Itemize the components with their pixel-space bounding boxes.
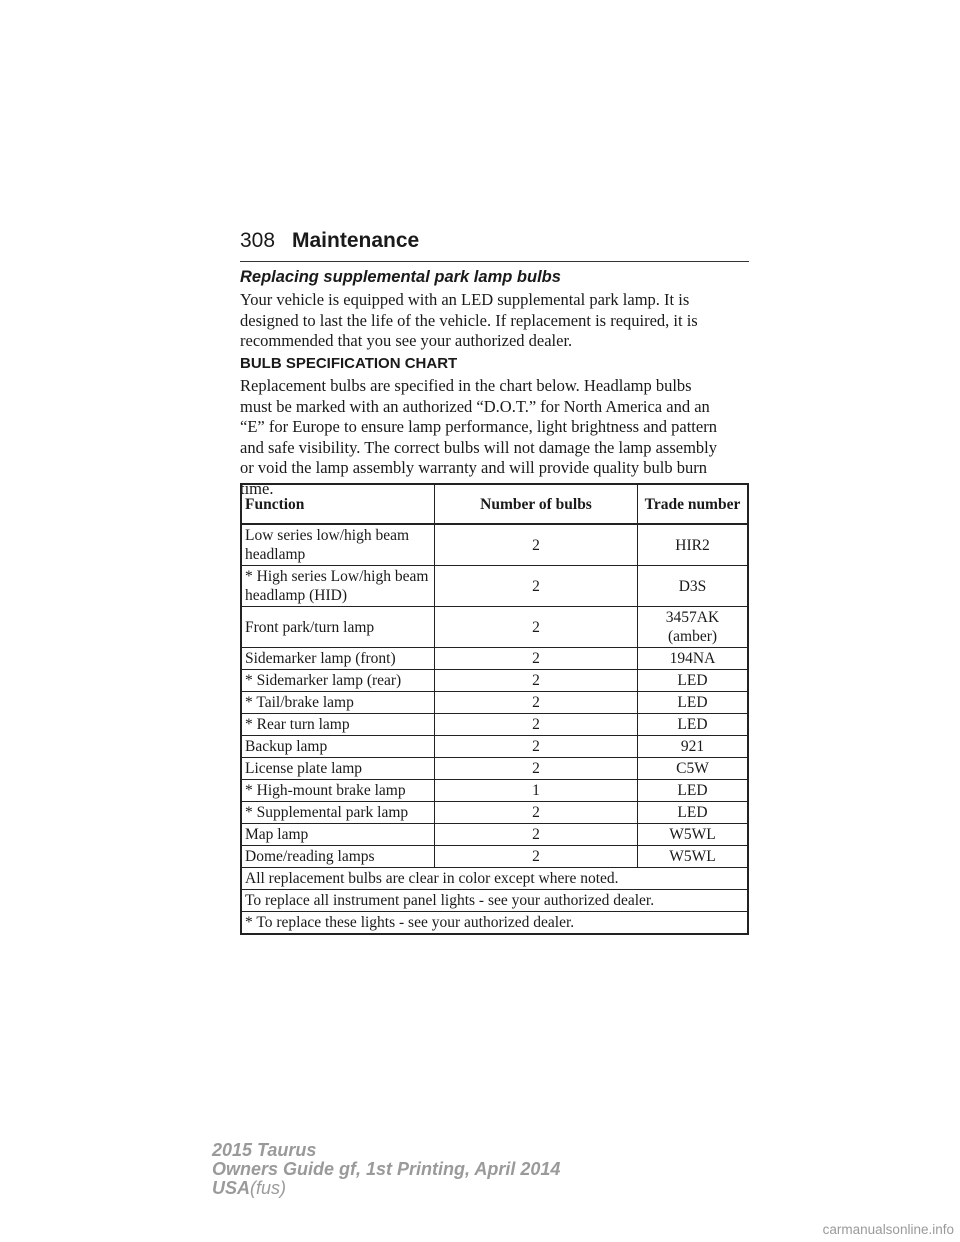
- cell-number-of-bulbs: 2: [435, 670, 638, 692]
- footer-region-main: USA: [212, 1178, 251, 1198]
- footer-region: [212, 1179, 560, 1198]
- table-row: [241, 692, 748, 714]
- table-note-row: [241, 890, 748, 912]
- cell-function: * Sidemarker lamp (rear): [241, 670, 435, 692]
- table-row: [241, 824, 748, 846]
- subsection-heading: Replacing supplemental park lamp bulbs: [240, 268, 561, 286]
- cell-number-of-bulbs: 2: [435, 802, 638, 824]
- cell-function: * Rear turn lamp: [241, 714, 435, 736]
- cell-function: * High-mount brake lamp: [241, 780, 435, 802]
- column-header-trade: Trade number: [638, 484, 749, 524]
- table-row: [241, 566, 748, 607]
- cell-trade-number: LED: [638, 714, 749, 736]
- section-title: Maintenance: [292, 229, 420, 252]
- table-row: [241, 802, 748, 824]
- cell-number-of-bulbs: 1: [435, 780, 638, 802]
- cell-trade-number: 921: [638, 736, 749, 758]
- table-row: [241, 758, 748, 780]
- cell-number-of-bulbs: 2: [435, 824, 638, 846]
- cell-trade-number: LED: [638, 692, 749, 714]
- cell-number-of-bulbs: 2: [435, 566, 638, 607]
- cell-number-of-bulbs: 2: [435, 648, 638, 670]
- document-footer: [212, 1141, 560, 1198]
- cell-number-of-bulbs: 2: [435, 524, 638, 566]
- cell-number-of-bulbs: 2: [435, 758, 638, 780]
- cell-function: Map lamp: [241, 824, 435, 846]
- cell-trade-number: W5WL: [638, 846, 749, 868]
- cell-function: Front park/turn lamp: [241, 607, 435, 648]
- cell-trade-number: D3S: [638, 566, 749, 607]
- table-note: * To replace these lights - see your authorized dealer.: [241, 912, 748, 935]
- cell-trade-number: 3457AK (amber): [638, 607, 749, 648]
- intro-paragraph: Your vehicle is equipped with an LED supplemental park lamp. It is designed to last the life of the vehicle. If replacement is required, it is recommended that you see your authorized dealer.: [240, 290, 698, 350]
- page-header: [240, 229, 749, 262]
- cell-function: Sidemarker lamp (front): [241, 648, 435, 670]
- watermark: carmanualsonline.info: [822, 1222, 954, 1237]
- chart-heading: BULB SPECIFICATION CHART: [240, 355, 458, 372]
- cell-trade-number: LED: [638, 780, 749, 802]
- cell-trade-number: W5WL: [638, 824, 749, 846]
- table-row: [241, 846, 748, 868]
- cell-function: * Supplemental park lamp: [241, 802, 435, 824]
- table-row: [241, 524, 748, 566]
- cell-number-of-bulbs: 2: [435, 846, 638, 868]
- table-row: [241, 607, 748, 648]
- footer-printing: Owners Guide gf, 1st Printing, April 2014: [212, 1159, 561, 1179]
- footer-model: 2015 Taurus: [212, 1140, 317, 1160]
- cell-number-of-bulbs: 2: [435, 714, 638, 736]
- table-row: [241, 780, 748, 802]
- cell-function: Low series low/high beam headlamp: [241, 524, 435, 566]
- cell-trade-number: HIR2: [638, 524, 749, 566]
- column-header-number: Number of bulbs: [435, 484, 638, 524]
- cell-number-of-bulbs: 2: [435, 736, 638, 758]
- table-note: All replacement bulbs are clear in color except where noted.: [241, 868, 748, 890]
- cell-function: * Tail/brake lamp: [241, 692, 435, 714]
- cell-number-of-bulbs: 2: [435, 692, 638, 714]
- cell-function: Dome/reading lamps: [241, 846, 435, 868]
- table-row: [241, 714, 748, 736]
- cell-function: Backup lamp: [241, 736, 435, 758]
- table-row: [241, 670, 748, 692]
- cell-function: * High series Low/high beam headlamp (HID): [241, 566, 435, 607]
- footer-region-code: (fus): [250, 1178, 287, 1198]
- table-header-row: [241, 484, 748, 524]
- bulb-specification-table: [240, 483, 749, 935]
- table-note: To replace all instrument panel lights - see your authorized dealer.: [241, 890, 748, 912]
- table-row: [241, 736, 748, 758]
- column-header-function: Function: [241, 484, 435, 524]
- cell-number-of-bulbs: 2: [435, 607, 638, 648]
- cell-trade-number: 194NA: [638, 648, 749, 670]
- cell-trade-number: LED: [638, 670, 749, 692]
- cell-trade-number: LED: [638, 802, 749, 824]
- table-note-row: [241, 868, 748, 890]
- chart-paragraph: Replacement bulbs are specified in the chart below. Headlamp bulbs must be marked with an authorized “D.O.T.” for North America and an “E” for Europe to ensure lamp performance, light brightness and pattern and safe visibility. The correct bulbs will not damage the lamp assembly or void the lamp assembly warranty and will provide quality bulb burn time.: [240, 376, 718, 498]
- cell-function: License plate lamp: [241, 758, 435, 780]
- table-note-row: [241, 912, 748, 935]
- table-row: [241, 648, 748, 670]
- page-number: 308: [240, 229, 276, 252]
- cell-trade-number: C5W: [638, 758, 749, 780]
